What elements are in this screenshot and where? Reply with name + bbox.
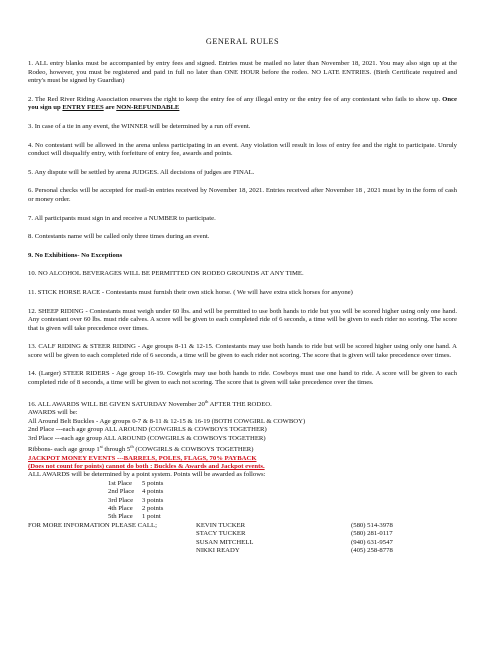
rule-4: 4. No contestant will be allowed in the arena unless participating in an event. Any violation will result in loss of entry fee and the right to participate. Unruly conduct will disqualify entry, with forfeiture of entry fee, awards and points.	[28, 141, 457, 158]
place-label: 4th Place	[108, 505, 133, 512]
points-row	[28, 513, 196, 521]
ribbons-sup-2: th	[130, 443, 134, 449]
points-row	[108, 480, 457, 488]
contact-name: KEVIN TUCKER	[196, 521, 246, 529]
points-row	[108, 488, 457, 496]
rule-13: 13. CALF RIDING & STEER RIDING - Age groups 8-11 & 12-15. Contestants may use both hands to ride but will be scored higher using only one hand. A score will be given to each completed ride of 6 seconds, a time will be given to each rider not scoring. The score that is given will take precedence over times.	[28, 343, 457, 359]
contact-phone: (940) 631-9547	[351, 538, 393, 546]
place-points: 5 points	[142, 479, 164, 487]
ribbons-tail: (COWGIRLS & COWBOYS TOGETHER)	[133, 446, 254, 454]
jackpot-line: JACKPOT MONEY EVENTS ---BARRELS, POLES, FLAGS, 70% PAYBACK	[28, 454, 257, 462]
rule-7: 7. All participants must sign in and receive a NUMBER to participate.	[28, 214, 216, 222]
awards-intro-sup: th	[204, 398, 209, 404]
rule-9: 9. No Exhibitions- No Exceptions	[28, 251, 123, 259]
contact-phones	[351, 513, 393, 555]
rule-12: 12. SHEEP RIDING - Contestants must weigh under 60 lbs. and will be permitted to use both hands to ride but you will be scored higher using only one hand. Any contestant over 60 lbs. must ride calves. A score will be given to each completed ride of 6 seconds, a time will be given to each rider no scoring. The score that is given will take precedence over times.	[28, 307, 457, 332]
place-label: 5th Place	[108, 513, 133, 521]
contact-names	[196, 513, 351, 555]
rule-10: 10. NO ALCOHOL BEVERAGES WILL BE PERMITTED ON RODEO GROUNDS AT ANY TIME.	[28, 270, 304, 278]
page-title: GENERAL RULES	[205, 37, 280, 46]
place-label: 3rd Place	[108, 496, 134, 504]
place-points: 4 points	[142, 488, 164, 496]
points-row	[108, 497, 457, 505]
place-points: 3 points	[142, 496, 164, 504]
points-table	[108, 480, 457, 514]
awards-intro-text: 16. ALL AWARDS WILL BE GIVEN SATURDAY November 20	[28, 400, 205, 408]
contact-name: SUSAN MITCHELL	[196, 538, 254, 546]
contact-phone: (580) 514-3978	[351, 521, 393, 529]
rule-2-entry-fees: ENTRY FEES	[62, 104, 104, 112]
place-points: 1 point	[142, 513, 161, 521]
rule-1: 1. ALL entry blanks must be accompanied by entry fees and signed. Entries must be mailed no later than November 18, 2021. You may also sign up at the Rodeo, however, you must be registered and paid in full no later than ONE HOUR before the rodeo. NO LATE ENTRIES. (Birth Certificate required and entry's must be signed by Guardian)	[28, 60, 457, 85]
does-not-count-line: (Does not count for points) cannot do both : Buckles & Awards and Jackpot events.	[28, 462, 265, 470]
rule-14: 14. (Larger) STEER RIDERS - Age group 16-19. Cowgirls may use both hands to ride. Cowboys must use one hand to ride. A score will be given to each completed ride of 8 seconds, a time will be given to each not scoring. The score that is given will take precedence over the times.	[28, 370, 457, 387]
awards-line-5	[28, 443, 457, 455]
contact-name: STACY TUCKER	[196, 530, 246, 538]
place-label: 1st Place	[108, 479, 132, 487]
rule-8: 8. Contestants name will be called only three times during an event.	[28, 233, 210, 241]
point-system-line: ALL AWARDS will be determined by a point system. Points will be awarded as follows:	[28, 471, 266, 479]
awards-intro	[28, 398, 457, 410]
rule-11: 11. STICK HORSE RACE - Contestants must furnish their own stick horse. ( We will have extra stick horses for anyone)	[28, 288, 353, 296]
awards-line-4: 3rd Place ---each age group ALL AROUND (COWGIRLS & COWBOYS TOGETHER)	[28, 434, 266, 442]
contact-left	[28, 513, 196, 555]
rule-3: 3. In case of a tie in any event, the WINNER will be determined by a run off event.	[28, 122, 251, 130]
rule-5: 5. Any dispute will be settled by arena JUDGES. All decisions of judges are FINAL.	[28, 168, 255, 176]
contact-phone: (405) 258-8778	[351, 547, 393, 555]
rule-6: 6. Personal checks will be accepted for mail-in entries received by November 18, 2021. Entries received after November 18 , 2021 must by in the form of cash or money order.	[28, 187, 457, 203]
points-row	[108, 505, 457, 513]
awards-line-1: AWARDS will be:	[28, 409, 78, 417]
awards-line-2: All Around Belt Buckles - Age groups 0-7 & 8-11 & 12-15 & 16-19 (BOTH COWGIRL & COWBOY)	[28, 417, 306, 425]
rule-2-text: 2. The Red River Riding Association reserves the right to keep the entry fee of any illegal entry or the entry fee of any contestant who fails to show up.	[28, 95, 441, 103]
ribbons-sup-1: st	[99, 443, 103, 449]
contact-block	[28, 513, 457, 555]
rule-2-non-refundable: NON-REFUNDABLE	[116, 104, 180, 112]
contact-name: NIKKI READY	[196, 547, 240, 555]
rule-2-bold: Once you sign up	[28, 95, 457, 112]
contact-label: FOR MORE INFORMATION PLEASE CALL;	[28, 521, 157, 529]
awards-section	[28, 398, 457, 556]
place-points: 2 points	[142, 505, 164, 512]
ribbons-through: through 5	[102, 446, 131, 454]
awards-intro-tail: AFTER THE RODEO.	[208, 400, 272, 408]
ribbons-text: Ribbons- each age group 1	[28, 446, 100, 454]
rule-2	[28, 96, 457, 113]
contact-phone: (580) 281-0117	[351, 530, 393, 538]
awards-line-3: 2nd Place ---each age group ALL AROUND (COWGIRLS & COWBOYS TOGETHER)	[28, 426, 267, 434]
place-label: 2nd Place	[108, 488, 135, 496]
rule-2-are: are	[105, 104, 115, 112]
